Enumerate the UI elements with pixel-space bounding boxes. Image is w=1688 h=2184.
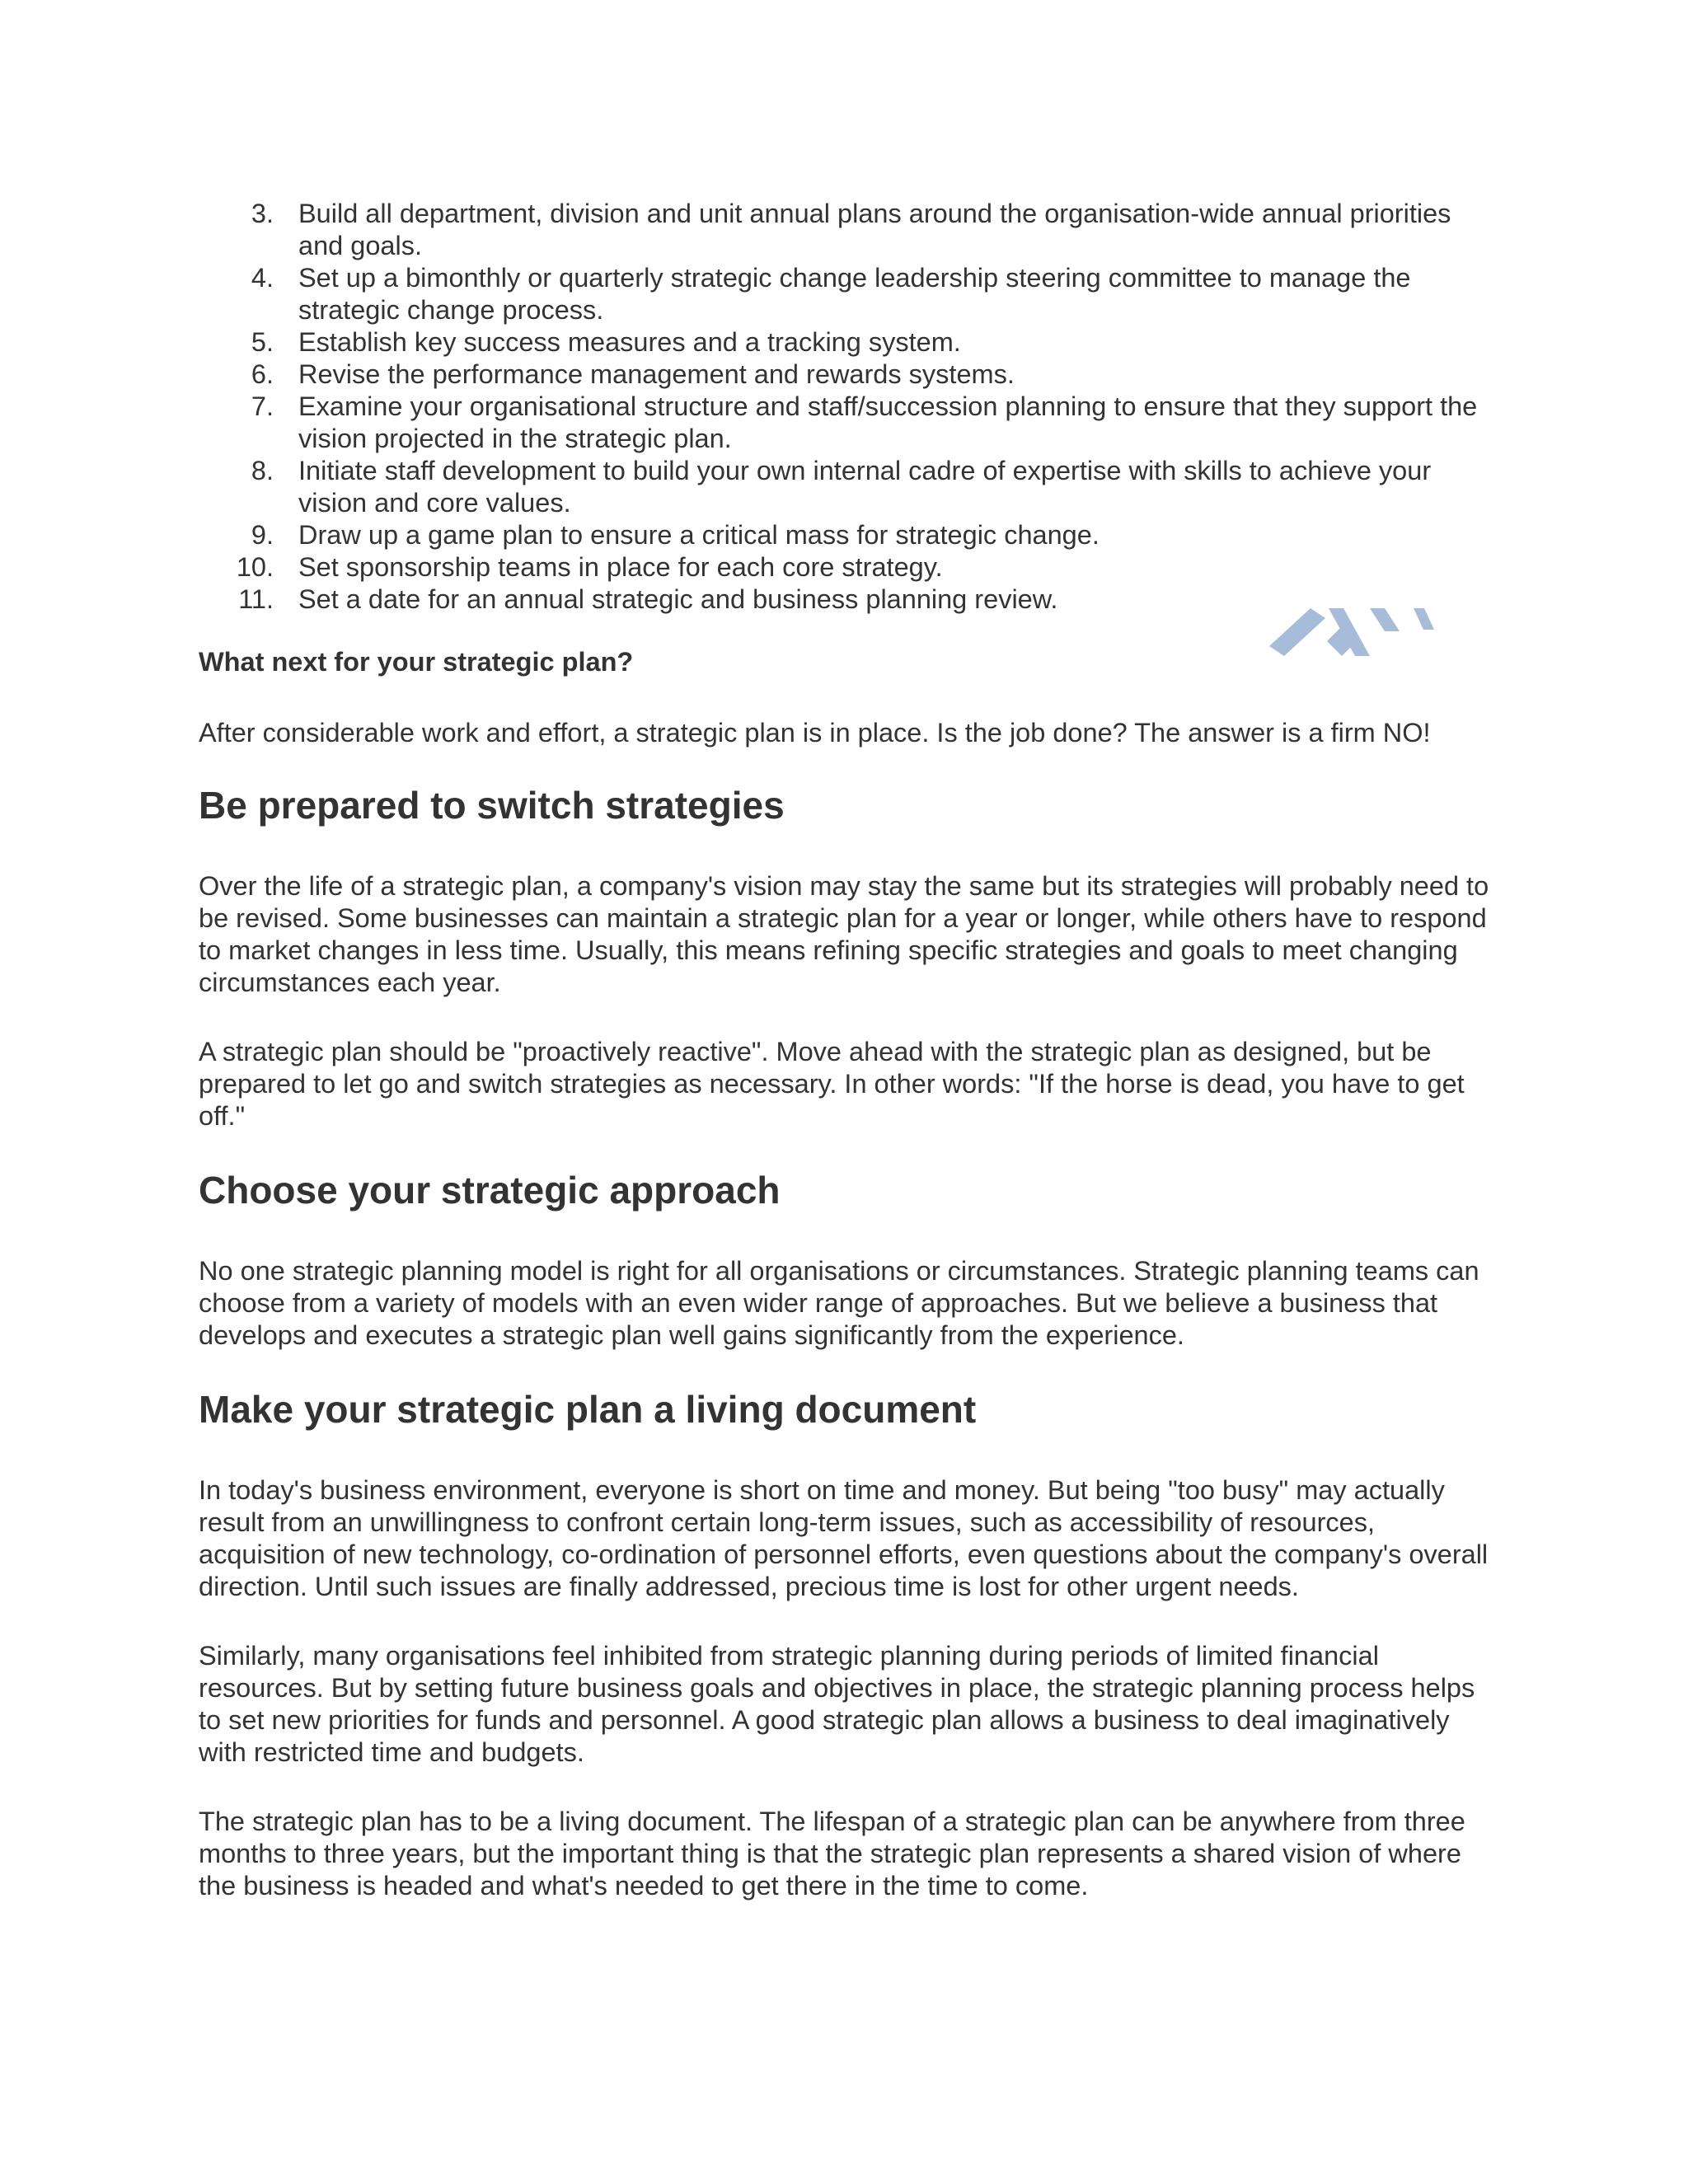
list-item-text: Revise the performance management and rewards systems. [298, 359, 1015, 389]
switch-strategies-paragraph-2: A strategic plan should be "proactively reactive". Move ahead with the strategic plan as designed, but be prepared to let go and switch strategies as necessary. In other words: "If the horse is dead, you have to get off." [199, 1037, 1465, 1131]
list-item-number: 4. [251, 263, 274, 293]
list-item-number: 11. [238, 584, 274, 614]
list-item-text: Build all department, division and unit annual plans around the organisation-wide annual priorities and goals. [298, 199, 1451, 260]
approach-heading: Choose your strategic approach [199, 1169, 781, 1212]
living-document-paragraph-1: In today's business environment, everyone is short on time and money. But being "too busy" may actually result from an unwillingness to confront certain long-term issues, such as accessibility of resources, acquisition of new technology, co-ordination of personnel efforts, even questions about the company's overall direction. Until such issues are finally addressed, precious time is lost for other urgent needs. [199, 1475, 1489, 1601]
list-item-text: Examine your organisational structure and staff/succession planning to ensure that they support the vision projected in the strategic plan. [298, 391, 1478, 453]
stripe [1370, 608, 1400, 631]
list-item-number: 9. [251, 520, 274, 550]
living-document-paragraph-3: The strategic plan has to be a living document. The lifespan of a strategic plan can be anywhere from three months to three years, but the important thing is that the strategic plan represents a shared vision of where the business is headed and what's needed to get there in the time to come. [199, 1807, 1465, 1900]
list-item-text: Establish key success measures and a tracking system. [298, 327, 961, 357]
approach-paragraph: No one strategic planning model is right for all organisations or circumstances. Strategic planning teams can choose from a variety of models with an even wider range of approaches. But we believe a business that develops and executes a strategic plan well gains significantly from the experience. [199, 1256, 1479, 1350]
list-item [0, 359, 1493, 391]
list-item [0, 519, 1493, 551]
list-item [0, 198, 1493, 262]
what-next-paragraph: After considerable work and effort, a strategic plan is in place. Is the job done? The answer is a firm NO! [199, 718, 1431, 748]
list-item [0, 551, 1493, 583]
list-item [0, 326, 1493, 359]
list-item-number: 3. [251, 199, 274, 228]
list-item-text: Set a date for an annual strategic and business planning review. [298, 584, 1058, 614]
list-item-number: 10. [236, 552, 274, 582]
list-item-text: Draw up a game plan to ensure a critical mass for strategic change. [298, 520, 1100, 550]
main-content [199, 646, 1493, 1902]
list-item-number: 6. [251, 359, 274, 389]
list-item-text: Set up a bimonthly or quarterly strategic change leadership steering committee to manage the strategic change process. [298, 263, 1411, 325]
list-item-number: 7. [251, 391, 274, 421]
list-item-text: Set sponsorship teams in place for each core strategy. [298, 552, 943, 582]
switch-strategies-heading: Be prepared to switch strategies [199, 784, 785, 827]
numbered-list [0, 198, 1688, 616]
stripe [1414, 608, 1434, 630]
list-item-number: 5. [251, 327, 274, 357]
list-item [0, 455, 1493, 519]
living-document-paragraph-2: Similarly, many organisations feel inhibited from strategic planning during periods of limited financial resources. But by setting future business goals and objectives in place, the strategic planning process helps to set new priorities for funds and personnel. A good strategic plan allows a business to deal imaginatively with restricted time and budgets. [199, 1641, 1475, 1767]
switch-strategies-paragraph-1: Over the life of a strategic plan, a company's vision may stay the same but its strategies will probably need to be revised. Some businesses can maintain a strategic plan for a year or longer, while others have to respond to market changes in less time. Usually, this means refining specific strategies and goals to meet changing circumstances each year. [199, 871, 1489, 997]
list-item-number: 8. [251, 456, 274, 485]
what-next-heading: What next for your strategic plan? [199, 647, 634, 677]
list-item [0, 391, 1493, 455]
list-item [0, 262, 1493, 326]
living-document-heading: Make your strategic plan a living document [199, 1388, 977, 1431]
list-item-text: Initiate staff development to build your own internal cadre of expertise with skills to achieve your vision and core values. [298, 456, 1432, 518]
